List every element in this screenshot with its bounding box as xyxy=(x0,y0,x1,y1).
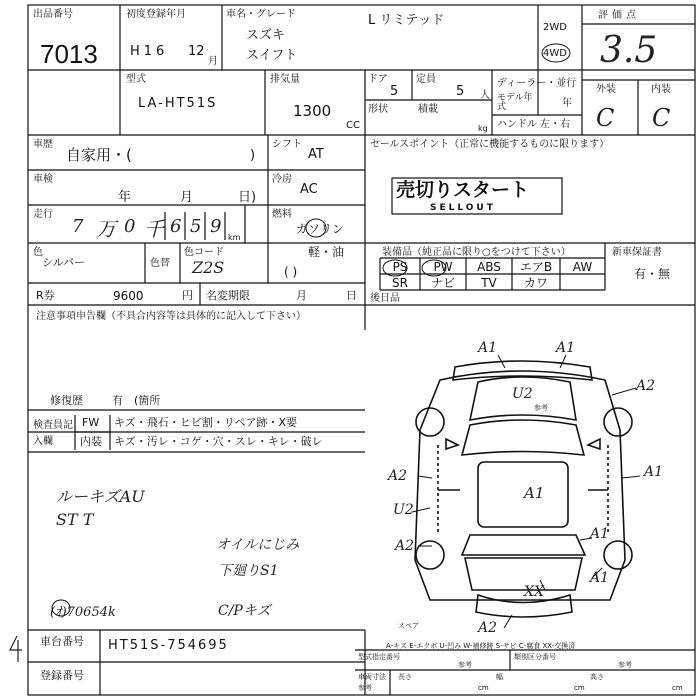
reg-number-label: 登録番号 xyxy=(40,669,84,682)
interior-grade: C xyxy=(652,104,671,132)
legend-dimensions: 車両寸法 xyxy=(358,673,386,681)
legend-ref-2: 参考 xyxy=(618,661,632,669)
mark-rear-right: A1 xyxy=(590,526,610,542)
drive-2wd: 2WD xyxy=(543,22,567,33)
mark-front-fender: A2 xyxy=(636,378,656,394)
interior-check-label: 内装 xyxy=(80,435,102,448)
fuel-light: 軽・油 xyxy=(308,245,345,259)
equip-abs: ABS xyxy=(477,260,501,274)
recycle-value: 9600 xyxy=(113,289,144,303)
dealer-label: ディーラー・並行 xyxy=(497,78,577,89)
mark-front-right: A1 xyxy=(556,340,576,356)
equip-tv: TV xyxy=(481,276,497,290)
shift-label: シフト xyxy=(272,139,302,150)
recycle-label: R券 xyxy=(36,289,55,302)
model-code: LA-HT51S xyxy=(138,96,218,111)
spare-label: スペア xyxy=(398,622,419,630)
legend-class-number: 類別区分番号 xyxy=(514,653,556,661)
name-change-day: 日 xyxy=(346,289,357,302)
color-value: シルバー xyxy=(42,256,85,269)
name-grade-label: 車名・グレード xyxy=(226,9,296,20)
equip-ps: PS xyxy=(392,260,408,274)
inspection-year: 年 xyxy=(118,190,132,205)
legend-width: 幅 xyxy=(496,673,503,681)
mark-left-mid: U2 xyxy=(393,502,414,518)
new-cert-value: 有・無 xyxy=(633,267,670,281)
inspection-day: 日) xyxy=(238,190,257,205)
history-label: 車歴 xyxy=(33,139,53,150)
aircon-label: 冷房 xyxy=(272,174,292,185)
inspector-label: 検査員記入欄 xyxy=(33,420,73,447)
legend-cm-2: cm xyxy=(574,684,585,692)
legend-ref-1: 参考 xyxy=(458,661,472,669)
history-close-paren: ) xyxy=(250,148,256,163)
fw-label: FW xyxy=(82,416,100,429)
notes-label: 注意事項申告欄（不具合内容等は具体的に記入して下さい） xyxy=(36,311,306,322)
mark-roof: A1 xyxy=(524,484,545,502)
chassis-value: HT51S-754695 xyxy=(108,638,229,653)
year-unit: 年 xyxy=(562,98,572,109)
sellout-stamp-sub: SELLOUT xyxy=(430,203,496,213)
model: スイフト xyxy=(246,48,298,63)
color-label: 色 xyxy=(33,247,43,258)
load-label: 積載 xyxy=(418,104,438,115)
month-unit: 月 xyxy=(208,56,218,67)
mileage-digit-7: 9 xyxy=(210,216,222,237)
handwritten-note-1: ルーキズAU xyxy=(56,487,145,506)
history-value: 自家用・( xyxy=(66,146,132,164)
mileage-digit-6: 5 xyxy=(190,216,202,237)
equip-airbag: エアB xyxy=(519,260,553,274)
exterior-label: 外装 xyxy=(596,84,616,95)
chassis-label: 車台番号 xyxy=(40,635,84,648)
name-change-label: 名変期限 xyxy=(206,289,250,302)
equip-navi: ナビ xyxy=(430,276,455,290)
inspection-month: 月 xyxy=(180,190,194,205)
fw-items: キズ・飛石・ヒビ割・リペア跡・X要 xyxy=(114,416,298,429)
equip-aw: AW xyxy=(572,260,593,274)
repair-value: 有 xyxy=(112,394,123,407)
drive-4wd: 4WD xyxy=(543,48,567,59)
km-unit: km xyxy=(228,233,241,242)
mark-hood: U2 xyxy=(512,386,533,402)
fuel-paren: ( ) xyxy=(284,265,298,279)
color-code-label: 色コード xyxy=(184,247,224,258)
mileage-label: 走行 xyxy=(33,209,53,220)
legend-model-designation: 型式指定番号 xyxy=(358,653,400,661)
handle-label: ハンドル 左・右 xyxy=(497,119,571,130)
interior-check-items: キズ・汚レ・コゲ・穴・スレ・キレ・破レ xyxy=(114,435,323,448)
interior-label: 内装 xyxy=(651,84,671,95)
equip-leather: カワ xyxy=(523,276,548,290)
mark-hood-ref: 参考 xyxy=(534,404,548,412)
shape-label: 形状 xyxy=(368,104,388,115)
first-reg-month: 12 xyxy=(188,44,205,59)
mileage-digit-3: 0 xyxy=(124,216,136,237)
mark-rear-bumper: A2 xyxy=(478,620,498,636)
score-label: 評価点 xyxy=(598,10,640,21)
mark-left-rear: A2 xyxy=(395,538,415,554)
doors: 5 xyxy=(390,84,399,99)
equipment-label: 装備品（純正品に限り○をつけて下さい） xyxy=(382,247,571,258)
handwritten-odo-note: (ｵ)70654k xyxy=(50,605,116,620)
damage-legend: A-キズ E-エクボ U-凹み W-補修跡 S-サビ C-腐食 XX-交換済 xyxy=(386,642,576,650)
model-year-label: モデル年式 xyxy=(497,93,533,112)
lot-label: 出品番号 xyxy=(33,9,73,20)
recycle-yen: 円 xyxy=(182,289,193,302)
handwritten-note-3: オイルにじみ xyxy=(216,537,300,553)
mileage-digit-1: 7 xyxy=(72,216,84,237)
handwritten-note-4: 下廻りS1 xyxy=(218,563,279,579)
lot-number: 7013 xyxy=(40,39,98,69)
legend-height: 高さ xyxy=(590,673,604,681)
handwritten-note-2: ST T xyxy=(56,510,94,529)
new-cert-label: 新車保証書 xyxy=(612,247,662,258)
legend-cm-1: cm xyxy=(478,684,489,692)
legend-cm-3: cm xyxy=(672,684,683,692)
repair-place: (箇所 xyxy=(134,394,161,407)
displacement: 1300 xyxy=(293,102,332,120)
repair-label: 修復歴 xyxy=(50,394,83,407)
mark-front-left: A1 xyxy=(478,340,498,356)
mark-rear-xx: XX xyxy=(524,584,544,600)
mileage-digit-4: 千 xyxy=(144,217,164,241)
fuel-gas: ガソリン xyxy=(296,222,345,236)
other-items-label: 後日品 xyxy=(370,293,400,304)
kg-unit: kg xyxy=(478,124,488,133)
side-mark xyxy=(8,638,18,657)
doors-label: ドア xyxy=(368,74,388,85)
color-code: Z2S xyxy=(192,258,225,277)
model-code-label: 型式 xyxy=(126,74,146,85)
color-swap-label: 色替 xyxy=(150,258,170,269)
maker: スズキ xyxy=(246,28,286,43)
handwritten-note-5: C/Pキズ xyxy=(218,603,271,619)
legend-ref-3: 参考 xyxy=(358,684,372,692)
displacement-label: 排気量 xyxy=(270,74,300,85)
shift-value: AT xyxy=(308,147,324,162)
score-value: 3.5 xyxy=(600,30,658,71)
sellout-stamp-main: 売切りスタート xyxy=(396,179,530,201)
first-reg-label: 初度登録年月 xyxy=(126,9,186,20)
equip-sr: SR xyxy=(392,276,408,290)
mileage-digit-5: 6 xyxy=(170,216,182,237)
mark-right-door: A1 xyxy=(644,464,664,480)
first-reg-era: H16 xyxy=(130,44,169,59)
sales-point-label: セールスポイント（正常に機能するものに限ります） xyxy=(370,139,610,150)
name-change-month: 月 xyxy=(296,289,307,302)
mark-left-front: A2 xyxy=(388,468,408,484)
exterior-grade: C xyxy=(596,104,615,132)
legend-length: 長さ xyxy=(398,673,412,681)
aircon-value: AC xyxy=(300,182,318,197)
mileage-digit-2: 万 xyxy=(96,217,116,241)
inspection-label: 車検 xyxy=(33,174,53,185)
fuel-label: 燃料 xyxy=(272,209,292,220)
cc-unit: CC xyxy=(346,120,360,131)
mark-rear-right-2: A1 xyxy=(590,570,610,586)
equip-pw: PW xyxy=(433,260,453,274)
capacity: 5 xyxy=(456,84,465,99)
grade: L リミテッド xyxy=(368,13,445,28)
capacity-label: 定員 xyxy=(416,74,436,85)
person-unit: 人 xyxy=(480,90,490,101)
